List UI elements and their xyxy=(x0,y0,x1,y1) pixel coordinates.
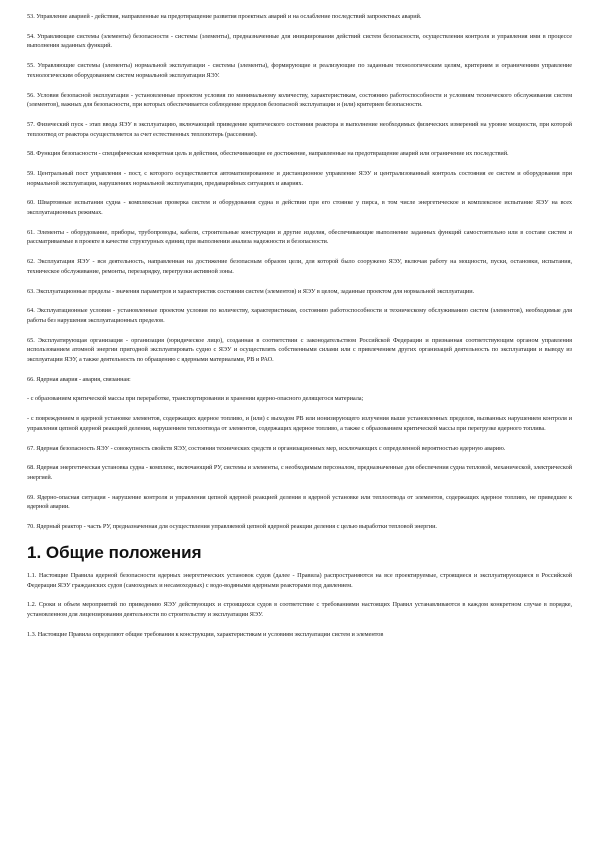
document-page xyxy=(27,12,572,649)
definition-paragraph: 69. Ядерно-опасная ситуация - нарушение контроля и управления цепной ядерной реакцией деления в ядерной установке или теплоотвода от элементов, содержащих ядерное топливо, не приведшее к ядерной аварии. xyxy=(27,493,572,511)
section-heading: 1. Общие положения xyxy=(27,542,202,562)
definition-paragraph: 59. Центральный пост управления - пост, с которого осуществляется автоматизированное и дистанционное управление ЯЭУ и централизованный контроль состояния ее систем и оборудования при нормальной эксплуатации, нарушениях нормальной эксплуатации, предаварийных ситуациях и авариях. xyxy=(27,170,572,187)
definition-paragraph: 61. Элементы - оборудование, приборы, трубопроводы, кабели, строительные конструкции и другие изделия, обеспечивающие выполнение заданных функций самостоятельно или в составе систем и рассматриваемые в проекте в качестве структурных единиц при выполнении анализа надежности и безопасности. xyxy=(27,228,572,246)
provision-paragraph: 1.1. Настоящие Правила ядерной безопасности ядерных энергетических установок судов (далее - Правила) распространяются на все проектируемые, строящиеся и эксплуатирующиеся в Российской Федерации ЯЭУ гражданских судов (самоходных и несамоходных) с водо-водяными ядерными реакторами под давлением. xyxy=(27,571,572,589)
definition-paragraph: 62. Эксплуатация ЯЭУ - вся деятельность, направленная на достижение безопасным образом цели, для которой было сооружено ЯЭУ, включая работу на мощности, пуски, остановки, испытания, техническое обслуживание, ремонты, перезарядку, перегрузки активной зоны. xyxy=(27,258,572,275)
definition-paragraph: 57. Физический пуск - этап ввода ЯЭУ в эксплуатацию, включающий приведение критического состояния реактора и выполнение необходимых физических измерений на уровне мощности, при которой теплоотвод от реактора осуществляется за счет естественных теплопотерь (рассеяния). xyxy=(27,120,572,138)
definition-paragraph: 54. Управляющие системы (элементы) безопасности - системы (элементы), предназначенные для инициирования действий систем безопасности, осуществления контроля и управления ими в процессе выполнения заданных функций. xyxy=(27,32,572,50)
definition-paragraph: 56. Условия безопасной эксплуатации - установленные проектом условия по минимальному количеству, характеристикам, состоянию работоспособности и условиям технического обслуживания систем (элементов), важных для безопасности, при которых обеспечивается соблюдение пределов безопасной эксплуатации и (или) критериев безопасности. xyxy=(27,91,572,109)
definition-paragraph: 68. Ядерная энергетическая установка судна - комплекс, включающий РУ, системы и элементы, с необходимым персоналом, предназначенные для обеспечения судна тепловой, механической, электрической энергией. xyxy=(27,464,572,481)
definition-paragraph: 58. Функция безопасности - специфическая конкретная цель и действия, обеспечивающие ее достижение, направленные на предотвращение аварий или ограничение их последствий. xyxy=(27,150,509,158)
definition-paragraph: 66. Ядерная авария - авария, связанная: xyxy=(27,375,131,383)
provision-paragraph: 1.3. Настоящие Правила определяют общие требования к конструкции, характеристикам и условиям эксплуатации систем и элементов xyxy=(27,630,384,638)
definition-paragraph: 55. Управляющие системы (элементы) нормальной эксплуатации - системы (элементы), формирующие и реализующие по заданным технологическим целям, критериям и ограничениям управление технологическим оборудованием систем нормальной эксплуатации ЯЭУ. xyxy=(27,62,572,79)
definition-list-item: - с повреждением в ядерной установке элементов, содержащих ядерное топливо, и (или) с выходом РВ или ионизирующего излучения выше установленных пределов, вызванных нарушением контроля и управления цепной ядерной реакцией деления, нарушением теплоотвода от элементов, содержащих ядерное топливо, а также с образованием критической массы при перегрузке ядерного топлива. xyxy=(27,415,572,432)
definition-paragraph: 60. Швартовные испытания судна - комплексная проверка систем и оборудования судна в действии при его стоянке у пирса, в том числе энергетическое и комплексное испытание ЯЭУ на всех эксплуатационных режимах. xyxy=(27,199,572,217)
definition-paragraph: 65. Эксплуатирующая организация - организация (юридическое лицо), созданная в соответствии с законодательством Российской Федерации и признанная соответствующим органом управления использованием атомной энергии пригодной эксплуатировать судно с ЯЭУ и осуществлять собственными силами или с привлечением других организаций деятельность по эксплуатации и выводу из эксплуатации ЯЭУ, а также деятельность по обращению с ядерными материалами, РВ и РАО. xyxy=(27,336,572,363)
definition-list-item: - с образованием критической массы при переработке, транспортировании и хранении ядерно-опасного делящегося материала; xyxy=(27,395,364,403)
definition-paragraph: 64. Эксплуатационные условия - установленные проектом условия по количеству, характеристикам, состоянию работоспособности и техническому обслуживанию систем (элементов), необходимые для работы без нарушения эксплуатационных пределов. xyxy=(27,307,572,324)
provision-paragraph: 1.2. Сроки и объем мероприятий по приведению ЯЭУ действующих и строящихся судов в соответствие с требованиями настоящих Правил устанавливаются в каждом конкретном случае в порядке, установленном для лицензирования деятельности по строительству и эксплуатации ЯЭУ. xyxy=(27,601,572,618)
definition-paragraph: 67. Ядерная безопасность ЯЭУ - совокупность свойств ЯЭУ, состояния технических средств и организационных мер, исключающих с определенной вероятностью ядерную аварию. xyxy=(27,444,506,452)
definition-paragraph: 53. Управление аварией - действия, направленные на предотвращение развития проектных аварий и на ослабление последствий запроектных аварий. xyxy=(27,13,422,20)
definition-paragraph: 63. Эксплуатационные пределы - значения параметров и характеристик состояния систем (элементов) и ЯЭУ в целом, заданные проектом для нормальной эксплуатации. xyxy=(27,287,475,295)
definition-paragraph: 70. Ядерный реактор - часть РУ, предназначенная для осуществления управляемой цепной ядерной реакции деления с целью выработки тепловой энергии. xyxy=(27,523,437,531)
